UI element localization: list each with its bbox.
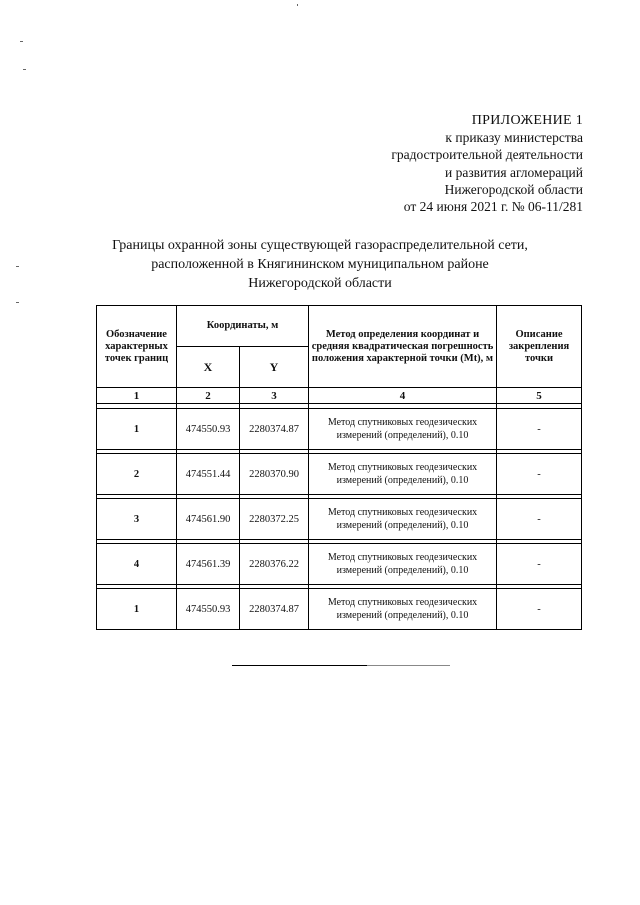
appendix-line: градостроительной деятельности xyxy=(391,147,583,163)
appendix-line: Нижегородской области xyxy=(444,181,583,197)
coordinates-table xyxy=(96,305,582,630)
header-x: X xyxy=(177,347,240,388)
x-cell: 474551.44 xyxy=(177,454,240,495)
description-cell: - xyxy=(497,499,582,540)
table-row xyxy=(97,589,582,630)
column-number: 2 xyxy=(177,388,240,404)
y-cell: 2280370.90 xyxy=(240,454,309,495)
description-cell: - xyxy=(497,409,582,450)
description-cell: - xyxy=(497,544,582,585)
table-row xyxy=(97,544,582,585)
scan-speck xyxy=(16,302,19,303)
column-number: 1 xyxy=(97,388,177,404)
closing-rule xyxy=(232,665,450,666)
method-cell: Метод спутниковых геодезических измерений (определений), 0.10 xyxy=(309,454,497,495)
title-line: расположенной в Княгининском муниципальном районе xyxy=(151,257,489,272)
appendix-block xyxy=(391,112,583,215)
description-cell: - xyxy=(497,454,582,495)
appendix-line: и развития агломераций xyxy=(444,164,583,180)
x-cell: 474550.93 xyxy=(177,589,240,630)
header-y: Y xyxy=(240,347,309,388)
appendix-line: от 24 июня 2021 г. № 06-11/281 xyxy=(403,199,583,215)
title-line: Границы охранной зоны существующей газораспределительной сети, xyxy=(112,238,528,253)
point-cell: 3 xyxy=(97,499,177,540)
scan-speck xyxy=(20,41,23,42)
method-cell: Метод спутниковых геодезических измерений (определений), 0.10 xyxy=(309,544,497,585)
header-description: Описание закрепления точки xyxy=(497,306,582,388)
y-cell: 2280374.87 xyxy=(240,409,309,450)
x-cell: 474561.90 xyxy=(177,499,240,540)
table-row xyxy=(97,409,582,450)
header-coordinates: Координаты, м xyxy=(177,306,309,347)
title-line: Нижегородской области xyxy=(248,276,392,291)
point-cell: 1 xyxy=(97,589,177,630)
y-cell: 2280374.87 xyxy=(240,589,309,630)
point-cell: 1 xyxy=(97,409,177,450)
header-point: Обозначение характерных точек границ xyxy=(97,306,177,388)
document-title xyxy=(0,236,640,293)
description-cell: - xyxy=(497,589,582,630)
appendix-heading: ПРИЛОЖЕНИЕ 1 xyxy=(471,113,583,128)
x-cell: 474550.93 xyxy=(177,409,240,450)
method-cell: Метод спутниковых геодезических измерений (определений), 0.10 xyxy=(309,589,497,630)
y-cell: 2280372.25 xyxy=(240,499,309,540)
x-cell: 474561.39 xyxy=(177,544,240,585)
point-cell: 2 xyxy=(97,454,177,495)
table-row xyxy=(97,499,582,540)
header-method: Метод определения координат и средняя квадратическая погрешность положения характерной точки (Mt), м xyxy=(309,306,497,388)
column-number: 5 xyxy=(497,388,582,404)
method-cell: Метод спутниковых геодезических измерений (определений), 0.10 xyxy=(309,409,497,450)
column-number: 3 xyxy=(240,388,309,404)
point-cell: 4 xyxy=(97,544,177,585)
appendix-line: к приказу министерства xyxy=(445,130,583,146)
scan-speck xyxy=(297,4,298,6)
table-row xyxy=(97,454,582,495)
scan-speck xyxy=(23,69,26,70)
column-number: 4 xyxy=(309,388,497,404)
y-cell: 2280376.22 xyxy=(240,544,309,585)
method-cell: Метод спутниковых геодезических измерений (определений), 0.10 xyxy=(309,499,497,540)
